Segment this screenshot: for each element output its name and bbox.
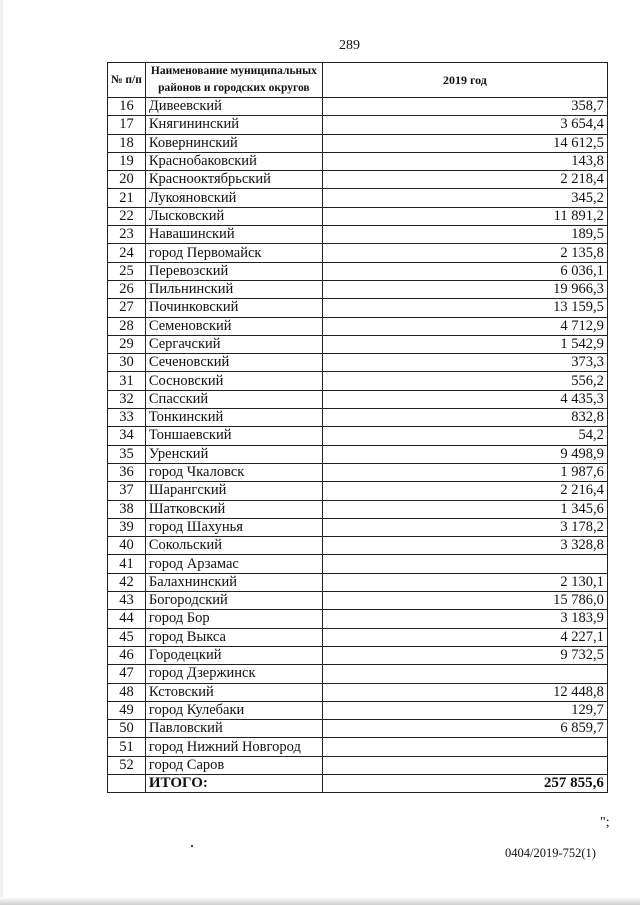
table-row xyxy=(108,152,608,170)
row-value: 2 216,4 xyxy=(322,482,607,500)
row-value: 143,8 xyxy=(322,152,607,170)
total-value: 257 855,6 xyxy=(322,774,607,792)
row-value: 6 859,7 xyxy=(322,720,607,738)
row-district-name: Шарангский xyxy=(145,482,322,500)
row-district-name: Уренский xyxy=(145,445,322,463)
row-value: 358,7 xyxy=(322,98,607,116)
row-value: 12 448,8 xyxy=(322,683,607,701)
row-district-name: Дивеевский xyxy=(145,98,322,116)
row-number: 52 xyxy=(108,756,146,774)
table-row xyxy=(108,445,608,463)
row-district-name: город Чкаловск xyxy=(145,463,322,481)
table-row xyxy=(108,646,608,664)
row-district-name: Богородский xyxy=(145,592,322,610)
row-value: 4 712,9 xyxy=(322,317,607,335)
row-value xyxy=(322,665,607,683)
row-value: 9 498,9 xyxy=(322,445,607,463)
row-district-name: Сеченовский xyxy=(145,354,322,372)
header-num: № п/п xyxy=(108,63,146,98)
row-district-name: Навашинский xyxy=(145,226,322,244)
row-value: 19 966,3 xyxy=(322,280,607,298)
row-number: 26 xyxy=(108,280,146,298)
row-value: 9 732,5 xyxy=(322,646,607,664)
table-row xyxy=(108,116,608,134)
table-row xyxy=(108,207,608,225)
table-row xyxy=(108,226,608,244)
table-row xyxy=(108,335,608,353)
row-district-name: Тоншаевский xyxy=(145,427,322,445)
row-number: 37 xyxy=(108,482,146,500)
table-row xyxy=(108,372,608,390)
row-number: 43 xyxy=(108,592,146,610)
row-value: 3 654,4 xyxy=(322,116,607,134)
row-value: 2 218,4 xyxy=(322,171,607,189)
row-district-name: Краснобаковский xyxy=(145,152,322,170)
row-district-name: Лукояновский xyxy=(145,189,322,207)
row-district-name: Шатковский xyxy=(145,500,322,518)
total-label: ИТОГО: xyxy=(145,774,322,792)
row-number: 48 xyxy=(108,683,146,701)
row-number: 17 xyxy=(108,116,146,134)
row-value: 54,2 xyxy=(322,427,607,445)
table-row xyxy=(108,98,608,116)
row-number: 45 xyxy=(108,628,146,646)
row-number: 49 xyxy=(108,701,146,719)
row-district-name: Починковский xyxy=(145,299,322,317)
table-row xyxy=(108,683,608,701)
table-body xyxy=(108,98,608,793)
row-number: 18 xyxy=(108,134,146,152)
total-num xyxy=(108,774,146,792)
header-name: Наименование муниципальных районов и городских округов xyxy=(145,63,322,98)
row-value: 14 612,5 xyxy=(322,134,607,152)
budget-table xyxy=(107,62,608,793)
row-value xyxy=(322,555,607,573)
row-number: 19 xyxy=(108,152,146,170)
row-district-name: Краснооктябрьский xyxy=(145,171,322,189)
table-row xyxy=(108,390,608,408)
table-row xyxy=(108,573,608,591)
table-row xyxy=(108,518,608,536)
row-district-name: Княгининский xyxy=(145,116,322,134)
row-value: 1 987,6 xyxy=(322,463,607,481)
table-row xyxy=(108,280,608,298)
row-value: 15 786,0 xyxy=(322,592,607,610)
table-row xyxy=(108,463,608,481)
row-district-name: Кстовский xyxy=(145,683,322,701)
page-number: 289 xyxy=(339,38,360,53)
table-row xyxy=(108,262,608,280)
row-number: 16 xyxy=(108,98,146,116)
row-district-name: город Нижний Новгород xyxy=(145,738,322,756)
row-district-name: Павловский xyxy=(145,720,322,738)
document-code: 0404/2019-752(1) xyxy=(505,846,596,860)
table-row xyxy=(108,354,608,372)
row-number: 31 xyxy=(108,372,146,390)
row-value: 832,8 xyxy=(322,409,607,427)
scan-dot xyxy=(191,845,193,847)
row-value: 189,5 xyxy=(322,226,607,244)
row-value: 3 183,9 xyxy=(322,610,607,628)
row-value xyxy=(322,756,607,774)
row-number: 35 xyxy=(108,445,146,463)
row-value: 373,3 xyxy=(322,354,607,372)
row-number: 39 xyxy=(108,518,146,536)
row-number: 41 xyxy=(108,555,146,573)
table-row xyxy=(108,409,608,427)
table-row xyxy=(108,537,608,555)
row-number: 30 xyxy=(108,354,146,372)
row-value: 3 178,2 xyxy=(322,518,607,536)
row-value: 1 542,9 xyxy=(322,335,607,353)
row-number: 47 xyxy=(108,665,146,683)
row-value: 3 328,8 xyxy=(322,537,607,555)
header-year: 2019 год xyxy=(322,63,607,98)
row-district-name: Городецкий xyxy=(145,646,322,664)
row-district-name: Сергачский xyxy=(145,335,322,353)
row-number: 24 xyxy=(108,244,146,262)
row-value: 345,2 xyxy=(322,189,607,207)
total-row xyxy=(108,774,608,792)
row-number: 20 xyxy=(108,171,146,189)
table-row xyxy=(108,665,608,683)
row-value xyxy=(322,738,607,756)
table-row xyxy=(108,555,608,573)
table-row xyxy=(108,720,608,738)
row-district-name: Семеновский xyxy=(145,317,322,335)
row-district-name: город Выкса xyxy=(145,628,322,646)
closing-mark: "; xyxy=(600,815,610,830)
row-district-name: Перевозский xyxy=(145,262,322,280)
row-number: 40 xyxy=(108,537,146,555)
table-row xyxy=(108,134,608,152)
row-number: 44 xyxy=(108,610,146,628)
table-row xyxy=(108,500,608,518)
row-district-name: город Кулебаки xyxy=(145,701,322,719)
row-number: 29 xyxy=(108,335,146,353)
row-value: 556,2 xyxy=(322,372,607,390)
row-number: 36 xyxy=(108,463,146,481)
row-number: 32 xyxy=(108,390,146,408)
table-row xyxy=(108,299,608,317)
row-value: 4 227,1 xyxy=(322,628,607,646)
row-district-name: город Бор xyxy=(145,610,322,628)
table-row xyxy=(108,592,608,610)
scan-edge xyxy=(0,0,3,905)
row-number: 28 xyxy=(108,317,146,335)
row-district-name: Ковернинский xyxy=(145,134,322,152)
row-value: 2 130,1 xyxy=(322,573,607,591)
table-row xyxy=(108,171,608,189)
row-number: 51 xyxy=(108,738,146,756)
row-value: 11 891,2 xyxy=(322,207,607,225)
row-number: 33 xyxy=(108,409,146,427)
table-header-row xyxy=(108,63,608,98)
table-row xyxy=(108,427,608,445)
row-district-name: Пильнинский xyxy=(145,280,322,298)
table-row xyxy=(108,756,608,774)
row-number: 46 xyxy=(108,646,146,664)
row-value: 129,7 xyxy=(322,701,607,719)
table-row xyxy=(108,317,608,335)
table-row xyxy=(108,610,608,628)
row-value: 4 435,3 xyxy=(322,390,607,408)
row-value: 2 135,8 xyxy=(322,244,607,262)
row-number: 22 xyxy=(108,207,146,225)
row-value: 13 159,5 xyxy=(322,299,607,317)
row-district-name: Балахнинский xyxy=(145,573,322,591)
table-row xyxy=(108,738,608,756)
table-row xyxy=(108,628,608,646)
row-number: 42 xyxy=(108,573,146,591)
table-row xyxy=(108,482,608,500)
table-row xyxy=(108,189,608,207)
row-number: 27 xyxy=(108,299,146,317)
row-district-name: Сокольский xyxy=(145,537,322,555)
row-number: 50 xyxy=(108,720,146,738)
row-number: 38 xyxy=(108,500,146,518)
row-value: 6 036,1 xyxy=(322,262,607,280)
table-row xyxy=(108,244,608,262)
table-row xyxy=(108,701,608,719)
row-district-name: город Саров xyxy=(145,756,322,774)
row-district-name: Сосновский xyxy=(145,372,322,390)
row-number: 34 xyxy=(108,427,146,445)
row-district-name: Тонкинский xyxy=(145,409,322,427)
row-number: 25 xyxy=(108,262,146,280)
row-district-name: Спасский xyxy=(145,390,322,408)
row-district-name: город Первомайск xyxy=(145,244,322,262)
scan-bottom-edge xyxy=(0,897,640,905)
row-number: 23 xyxy=(108,226,146,244)
row-district-name: город Дзержинск xyxy=(145,665,322,683)
row-district-name: город Арзамас xyxy=(145,555,322,573)
row-value: 1 345,6 xyxy=(322,500,607,518)
row-number: 21 xyxy=(108,189,146,207)
row-district-name: город Шахунья xyxy=(145,518,322,536)
row-district-name: Лысковский xyxy=(145,207,322,225)
